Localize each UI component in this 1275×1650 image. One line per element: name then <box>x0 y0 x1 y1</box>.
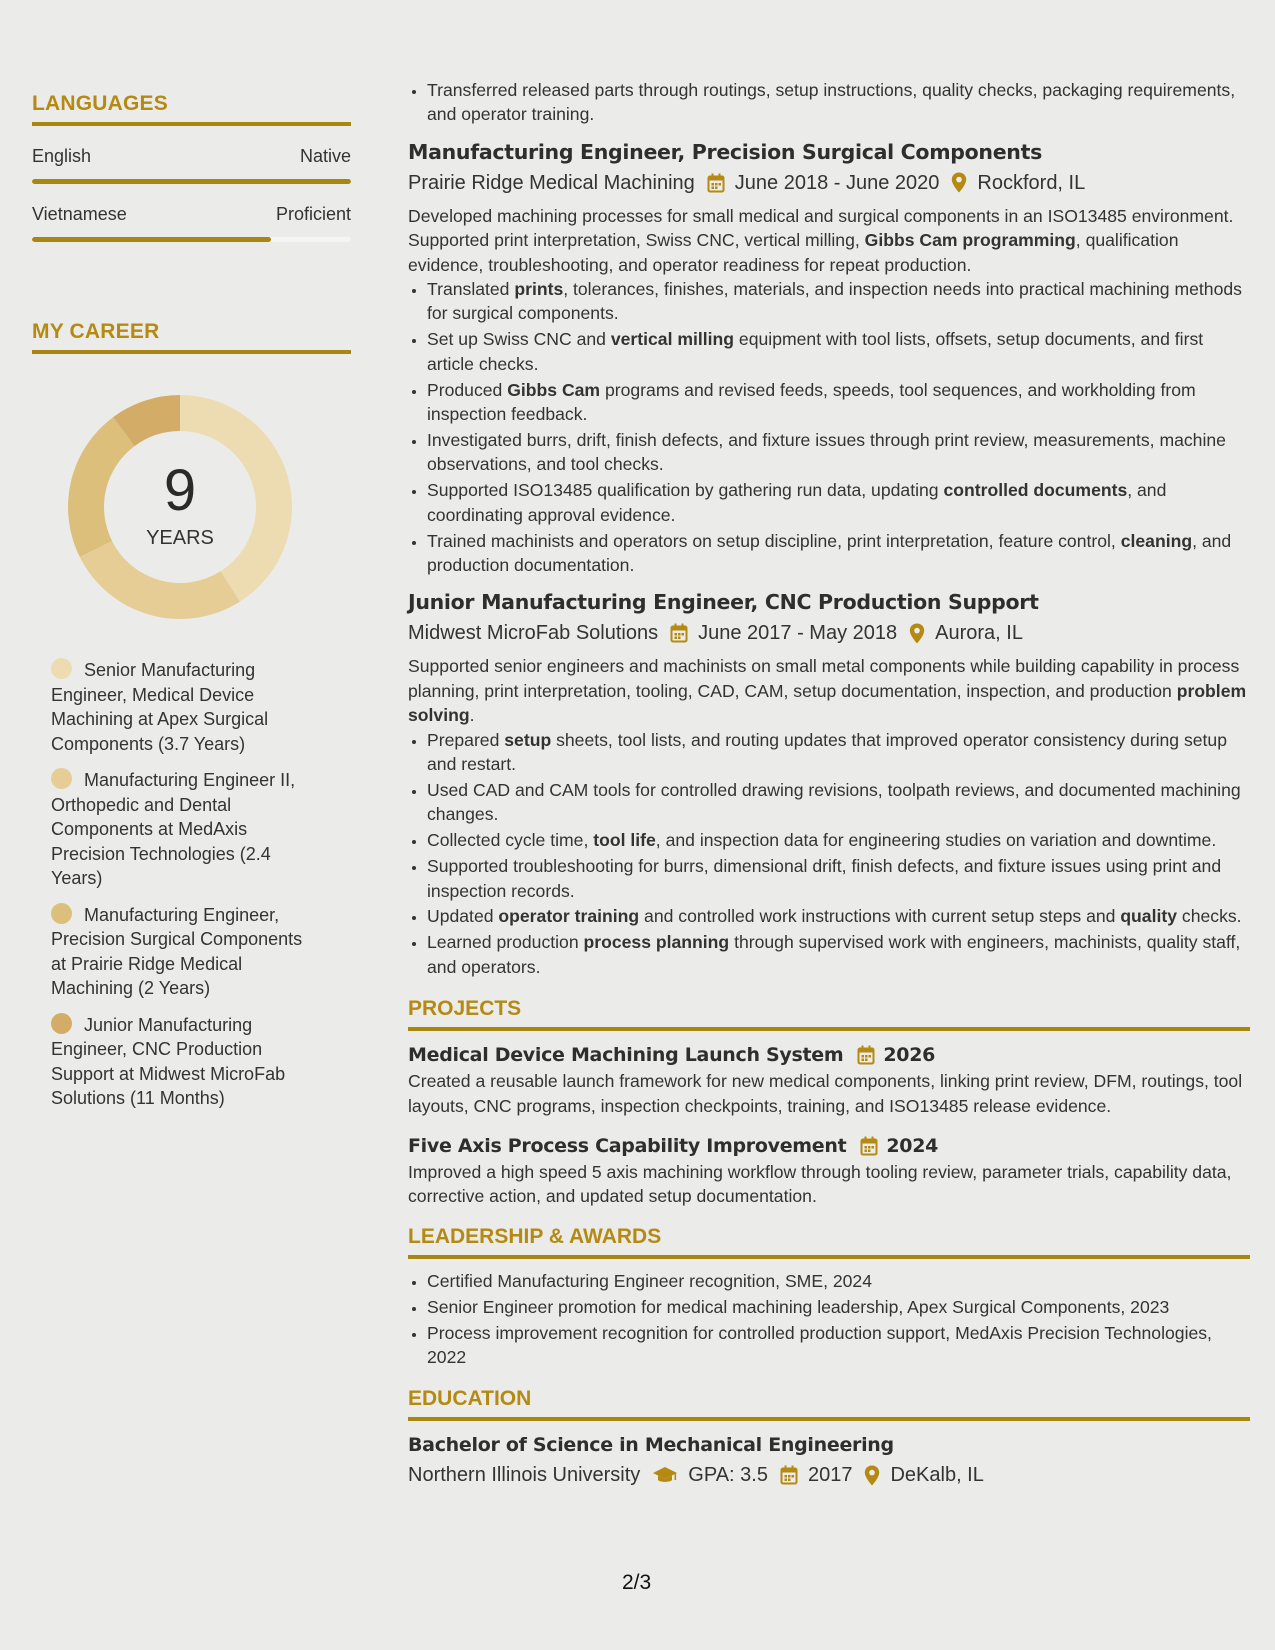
career-legend-label: Manufacturing Engineer, Precision Surgical Components at Prairie Ridge Medical Machining (2 Years) <box>51 904 303 998</box>
previous-job-bullets <box>408 78 1250 127</box>
language-bar <box>32 237 351 242</box>
calendar-icon <box>860 1136 878 1156</box>
career-legend-item <box>51 903 321 1001</box>
bold-text: quality <box>1120 906 1178 927</box>
job-entry <box>408 137 1250 578</box>
text-run: Investigated burrs, drift, finish defects, and fixture issues through print review, measurements, machine observations, and tool checks. <box>427 429 1226 475</box>
text-run: Translated <box>427 279 515 300</box>
job-meta <box>408 168 1250 198</box>
education-location: DeKalb, IL <box>890 1464 984 1487</box>
bold-text: problem solving <box>408 680 1247 726</box>
languages-title: LANGUAGES <box>32 92 168 115</box>
location-pin-icon <box>951 172 967 193</box>
job-location: Rockford, IL <box>977 171 1086 194</box>
career-legend <box>51 658 321 1111</box>
calendar-icon <box>857 1045 875 1065</box>
projects-list <box>408 1041 1250 1209</box>
language-level: Proficient <box>275 204 351 224</box>
text-run: through supervised work with engineers, machinists, quality staff, and operators. <box>427 932 1241 977</box>
bold-text: Gibbs Cam programming <box>864 230 1076 251</box>
text-run: Produced <box>427 379 508 400</box>
text-run: checks. <box>1177 906 1242 927</box>
project-title <box>408 1041 1250 1069</box>
career-section <box>32 320 351 1111</box>
career-legend-item <box>51 658 321 756</box>
donut-center <box>65 392 295 622</box>
education-title: EDUCATION <box>408 1387 532 1411</box>
text-run: and controlled work instructions with current setup steps and <box>639 906 1121 927</box>
languages-section <box>32 92 351 242</box>
main-content <box>408 78 1250 1496</box>
bullet-item <box>427 778 1250 827</box>
project-name: Five Axis Process Capability Improvement <box>408 1135 847 1157</box>
bold-text: tool life <box>593 830 656 851</box>
language-item <box>32 204 351 242</box>
awards-list <box>408 1269 1250 1370</box>
award-item: • Certified Manufacturing Engineer recognition, SME, 2024 <box>427 1269 1250 1293</box>
project-entry <box>408 1041 1250 1118</box>
award-item: • Process improvement recognition for controlled production support, MedAxis Precision Technologies, 2022 <box>427 1321 1250 1370</box>
bullet-item <box>427 904 1250 928</box>
bullet-item <box>427 854 1250 903</box>
project-title <box>408 1132 1250 1160</box>
language-row <box>32 204 351 225</box>
job-meta <box>408 618 1250 648</box>
bold-text: operator training <box>498 906 640 927</box>
text-run: Developed machining processes for small medical and surgical components in an ISO13485 environment. Supported print interpretation, Swiss CNC, vertical milling, <box>408 205 1234 251</box>
text-run: , and inspection data for engineering studies on variation and downtime. <box>655 830 1217 851</box>
awards-title: LEADERSHIP & AWARDS <box>408 1224 662 1248</box>
calendar-icon <box>707 173 725 193</box>
bold-text: vertical milling <box>610 329 735 350</box>
bullet-item <box>427 327 1250 376</box>
language-item <box>32 146 351 184</box>
bullet-item <box>427 378 1250 427</box>
bullet-item <box>427 277 1250 326</box>
language-level: Native <box>299 146 351 166</box>
text-run: Trained machinists and operators on setup discipline, print interpretation, feature control, <box>427 530 1121 551</box>
bold-text: controlled documents <box>943 480 1128 501</box>
text-run: , tolerances, finishes, materials, and inspection needs into practical machining methods for surgical components. <box>427 279 1242 324</box>
career-total-number: 9 <box>163 457 197 523</box>
text-run: , qualification evidence, troubleshooting, and operator readiness for repeat production. <box>408 230 1179 275</box>
job-dates: June 2017 - May 2018 <box>698 622 898 645</box>
language-name: English <box>32 146 92 166</box>
graduation-cap-icon <box>652 1465 678 1485</box>
bullet-item <box>427 478 1250 527</box>
job-location: Aurora, IL <box>935 622 1023 645</box>
bold-text: setup <box>504 729 552 750</box>
job-bullets <box>408 728 1250 980</box>
education-gpa: GPA: 3.5 <box>688 1464 768 1487</box>
career-legend-label: Manufacturing Engineer II, Orthopedic and Dental Components at MedAxis Precision Technologies (2.4 Years) <box>51 770 296 888</box>
language-bar <box>32 179 351 184</box>
award-item: • Senior Engineer promotion for medical machining leadership, Apex Surgical Components, 2023 <box>427 1295 1250 1319</box>
job-dates: June 2018 - June 2020 <box>734 171 940 194</box>
bullet-item <box>427 828 1250 852</box>
language-bar-fill <box>32 237 271 242</box>
sidebar <box>32 92 351 1123</box>
languages-list <box>32 146 351 242</box>
education-degree: Bachelor of Science in Mechanical Engineering <box>408 1434 894 1457</box>
project-entry <box>408 1132 1250 1209</box>
language-bar-fill <box>32 179 351 184</box>
text-run: Updated <box>427 906 499 927</box>
project-year: 2026 <box>883 1044 936 1067</box>
job-title: Manufacturing Engineer, Precision Surgical Components <box>408 139 1043 164</box>
education-meta <box>408 1460 1250 1490</box>
bold-text: cleaning <box>1120 530 1193 551</box>
bullet-item <box>427 930 1250 979</box>
legend-dot <box>51 768 72 789</box>
career-legend-item <box>51 1013 321 1111</box>
bullet-item <box>427 529 1250 578</box>
experience-list <box>408 137 1250 979</box>
career-title: MY CAREER <box>32 320 160 343</box>
text-run: Prepared <box>427 729 505 750</box>
text-run: , and production documentation. <box>427 530 1232 575</box>
bullet-item <box>427 428 1250 477</box>
project-description: Improved a high speed 5 axis machining workflow through tooling review, parameter trials, capability data, corrective action, and updated setup documentation. <box>408 1162 1232 1207</box>
job-title: Junior Manufacturing Engineer, CNC Production Support <box>408 590 1039 615</box>
text-run: Supported troubleshooting for burrs, dimensional drift, finish defects, and fixture issues using print and inspection records. <box>427 856 1222 901</box>
awards-rule <box>408 1255 1250 1259</box>
language-name: Vietnamese <box>32 204 127 224</box>
project-year: 2024 <box>886 1135 939 1157</box>
career-legend-item <box>51 768 321 891</box>
education-rule <box>408 1417 1250 1421</box>
projects-section <box>408 995 1250 1209</box>
calendar-icon <box>670 623 688 643</box>
job-company: Midwest MicroFab Solutions <box>408 622 659 645</box>
location-pin-icon <box>864 1465 880 1486</box>
text-run: Supported ISO13485 qualification by gathering run data, updating <box>427 480 944 501</box>
language-row <box>32 146 351 167</box>
project-name: Medical Device Machining Launch System <box>408 1044 844 1067</box>
awards-section <box>408 1223 1250 1370</box>
text-run: , and coordinating approval evidence. <box>427 480 1167 525</box>
text-run: Used CAD and CAM tools for controlled drawing revisions, toolpath reviews, and documented machining changes. <box>427 779 1241 825</box>
job-entry <box>408 587 1250 979</box>
text-run: Learned production <box>427 932 584 953</box>
text-run: Set up Swiss CNC and <box>427 329 611 350</box>
legend-dot <box>51 658 72 679</box>
text-run: Collected cycle time, <box>427 830 594 851</box>
job-description <box>408 204 1250 277</box>
languages-rule <box>32 122 351 126</box>
bold-text: process planning <box>583 932 730 953</box>
career-total-unit: YEARS <box>146 526 214 549</box>
bullet-item <box>427 728 1250 777</box>
career-legend-label: Junior Manufacturing Engineer, CNC Production Support at Midwest MicroFab Solutions (11 Months) <box>51 1014 286 1108</box>
text-run: equipment with tool lists, offsets, setup documents, and first article checks. <box>427 329 1204 374</box>
location-pin-icon <box>909 623 925 644</box>
page-number: 2/3 <box>622 1571 652 1594</box>
text-run: Supported senior engineers and machinists on small metal components while building capability in process planning, print interpretation, tooling, CAD, CAM, setup documentation, inspection, and production <box>408 656 1240 701</box>
bullet-item: • Transferred released parts through routings, setup instructions, quality checks, packaging requirements, and operator training. <box>427 78 1250 127</box>
legend-dot <box>51 1013 72 1034</box>
career-rule <box>32 350 351 354</box>
legend-dot <box>51 903 72 924</box>
job-company: Prairie Ridge Medical Machining <box>408 171 695 194</box>
education-section <box>408 1385 1250 1490</box>
projects-title: PROJECTS <box>408 997 522 1021</box>
education-year: 2017 <box>807 1464 853 1487</box>
bold-text: prints <box>514 279 564 300</box>
bold-text: Gibbs Cam <box>507 379 601 400</box>
project-description: Created a reusable launch framework for new medical components, linking print review, DFM, routings, tool layouts, CNC programs, inspection checkpoints, training, and ISO13485 release evidence. <box>408 1071 1243 1116</box>
job-bullets <box>408 277 1250 577</box>
text-run: . <box>469 705 475 726</box>
text-run: programs and revised feeds, speeds, tool sequences, and workholding from inspection feedback. <box>427 379 1196 425</box>
projects-rule <box>408 1027 1250 1031</box>
career-legend-label: Senior Manufacturing Engineer, Medical Device Machining at Apex Surgical Components (3.7 Years) <box>51 660 269 754</box>
education-school: Northern Illinois University <box>408 1464 641 1487</box>
calendar-icon <box>780 1465 798 1485</box>
text-run: sheets, tool lists, and routing updates that improved operator consistency during setup and restart. <box>427 729 1227 775</box>
job-description <box>408 654 1250 727</box>
career-donut-chart <box>65 392 295 622</box>
